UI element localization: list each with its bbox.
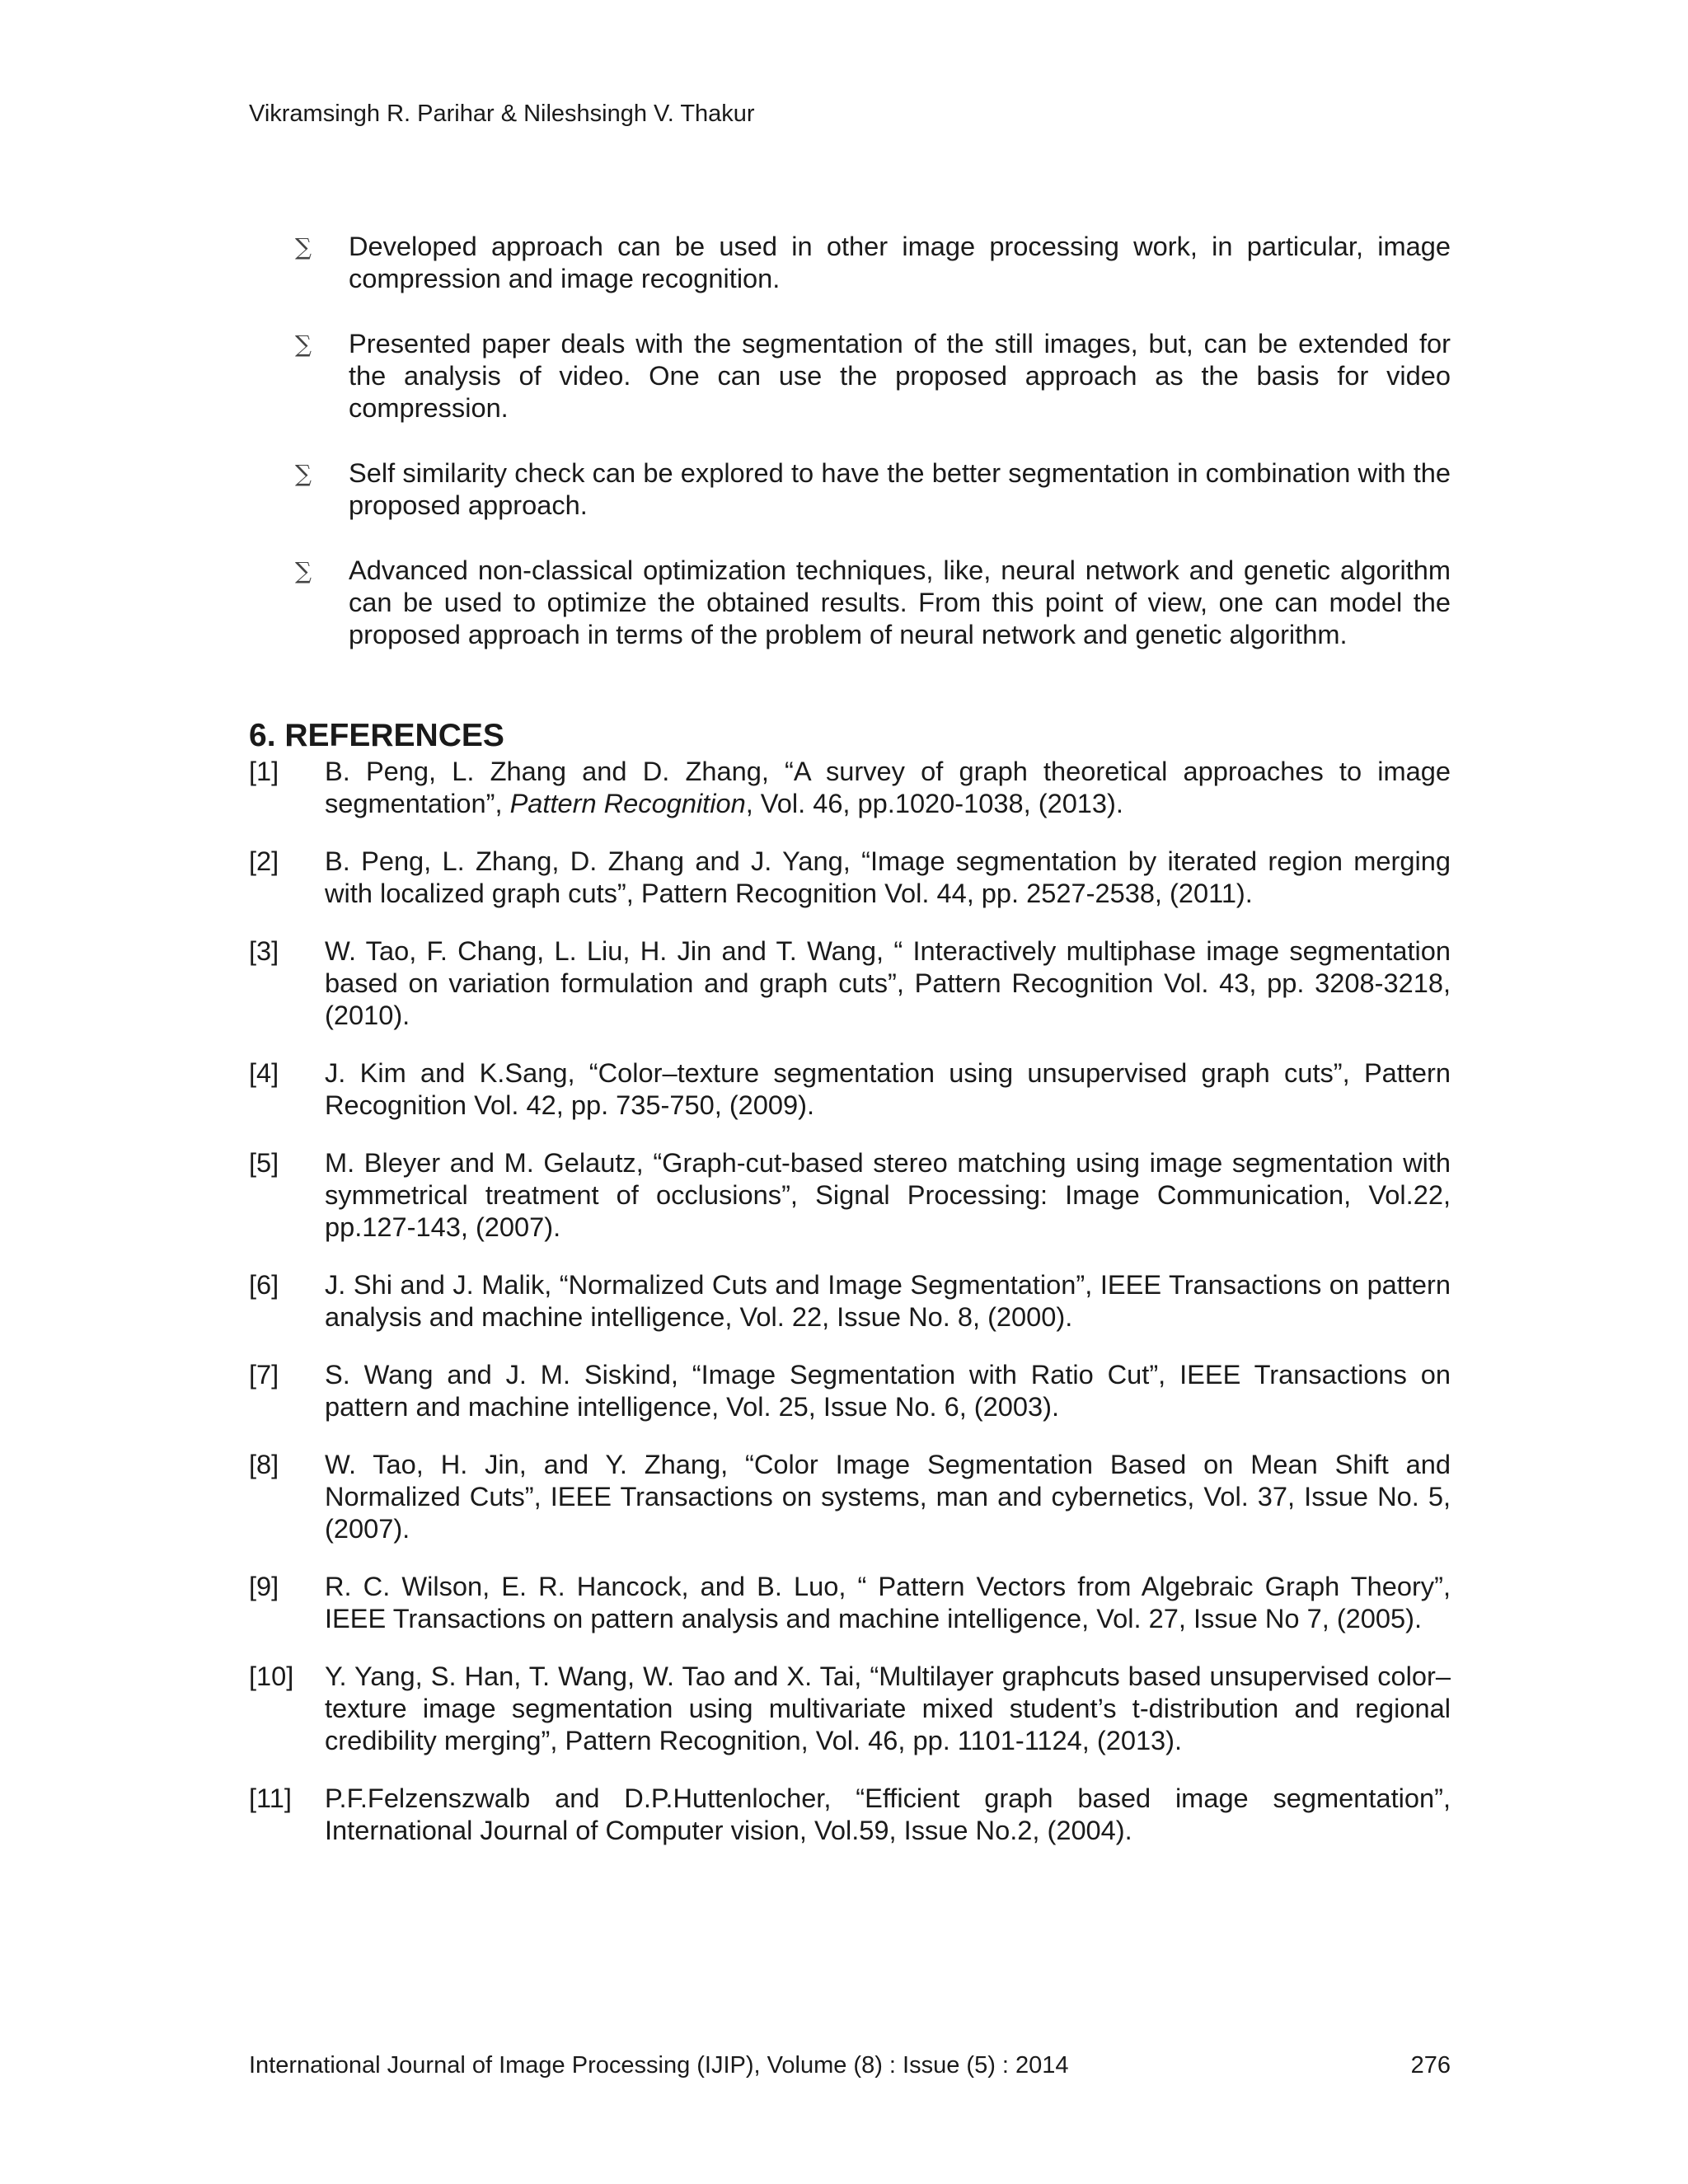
reference-item bbox=[249, 1358, 1451, 1422]
reference-item bbox=[249, 935, 1451, 1031]
reference-number: [11] bbox=[249, 1783, 292, 1813]
summation-bullet-icon: ∑ bbox=[295, 460, 312, 487]
future-work-bullet-list bbox=[295, 230, 1451, 683]
references-heading: 6. REFERENCES bbox=[249, 718, 504, 753]
bullet-text: Presented paper deals with the segmentation of the still images, but, can be extended for the analysis of video. One can use the proposed approach as the basis for video compression. bbox=[349, 328, 1451, 423]
page-number: 276 bbox=[1410, 2052, 1451, 2079]
reference-number: [8] bbox=[249, 1449, 279, 1479]
reference-text-part: , Vol. 46, pp.1020-1038, (2013). bbox=[745, 788, 1123, 818]
reference-text: W. Tao, H. Jin, and Y. Zhang, “Color Image Segmentation Based on Mean Shift and Normalized Cuts”, IEEE Transactions on systems, man and cybernetics, Vol. 37, Issue No. 5, (2007). bbox=[325, 1449, 1451, 1544]
bullet-item bbox=[295, 327, 1451, 424]
reference-item bbox=[249, 1448, 1451, 1544]
reference-text: Y. Yang, S. Han, T. Wang, W. Tao and X. Tai, “Multilayer graphcuts based unsupervised color–texture image segmentation using multivariate mixed student’s t-distribution and regional credibility merging”, Pattern Recognition, Vol. 46, pp. 1101-1124, (2013). bbox=[325, 1661, 1451, 1755]
bullet-text: Advanced non-classical optimization techniques, like, neural network and genetic algorithm can be used to optimize the obtained results. From this point of view, one can model the proposed approach in terms of the problem of neural network and genetic algorithm. bbox=[349, 555, 1451, 649]
reference-text: B. Peng, L. Zhang, D. Zhang and J. Yang, “Image segmentation by iterated region merging with localized graph cuts”, Pattern Recognition Vol. 44, pp. 2527-2538, (2011). bbox=[325, 846, 1451, 908]
reference-number: [2] bbox=[249, 846, 279, 876]
reference-text-part: B. Peng, L. Zhang and D. Zhang, “A survey of graph theoretical approaches to image segmentation”, bbox=[325, 756, 1451, 818]
reference-journal-italic: Pattern Recognition bbox=[509, 788, 746, 818]
reference-text: P.F.Felzenszwalb and D.P.Huttenlocher, “Efficient graph based image segmentation”, International Journal of Computer vision, Vol.59, Issue No.2, (2004). bbox=[325, 1783, 1451, 1845]
reference-text: R. C. Wilson, E. R. Hancock, and B. Luo, “ Pattern Vectors from Algebraic Graph Theory”, IEEE Transactions on pattern analysis and machine intelligence, Vol. 27, Issue No 7, (2005). bbox=[325, 1571, 1451, 1633]
reference-number: [5] bbox=[249, 1147, 279, 1178]
reference-list bbox=[249, 755, 1451, 1872]
bullet-item bbox=[295, 457, 1451, 521]
summation-bullet-icon: ∑ bbox=[295, 330, 312, 358]
reference-number: [6] bbox=[249, 1269, 279, 1300]
summation-bullet-icon: ∑ bbox=[295, 557, 312, 584]
bullet-text: Developed approach can be used in other image processing work, in particular, image compression and image recognition. bbox=[349, 231, 1451, 293]
reference-item bbox=[249, 755, 1451, 819]
reference-text: W. Tao, F. Chang, L. Liu, H. Jin and T. Wang, “ Interactively multiphase image segmentation based on variation formulation and graph cuts”, Pattern Recognition Vol. 43, pp. 3208-3218, (2010). bbox=[325, 935, 1451, 1030]
reference-item bbox=[249, 1146, 1451, 1243]
bullet-item bbox=[295, 554, 1451, 650]
reference-number: [9] bbox=[249, 1571, 279, 1601]
reference-number: [1] bbox=[249, 756, 279, 786]
footer-journal-info: International Journal of Image Processing (IJIP), Volume (8) : Issue (5) : 2014 bbox=[249, 2052, 1069, 2079]
reference-text: J. Shi and J. Malik, “Normalized Cuts and Image Segmentation”, IEEE Transactions on pattern analysis and machine intelligence, Vol. 22, Issue No. 8, (2000). bbox=[325, 1269, 1451, 1332]
reference-item bbox=[249, 1570, 1451, 1634]
reference-item bbox=[249, 845, 1451, 909]
reference-item bbox=[249, 1057, 1451, 1121]
reference-text: J. Kim and K.Sang, “Color–texture segmentation using unsupervised graph cuts”, Pattern Recognition Vol. 42, pp. 735-750, (2009). bbox=[325, 1057, 1451, 1120]
reference-item bbox=[249, 1660, 1451, 1756]
reference-text bbox=[325, 755, 1451, 819]
bullet-item bbox=[295, 230, 1451, 294]
reference-number: [10] bbox=[249, 1661, 294, 1691]
bullet-text: Self similarity check can be explored to have the better segmentation in combination with the proposed approach. bbox=[349, 457, 1451, 520]
summation-bullet-icon: ∑ bbox=[295, 233, 312, 260]
running-head-authors: Vikramsingh R. Parihar & Nileshsingh V. Thakur bbox=[249, 101, 755, 127]
reference-text: M. Bleyer and M. Gelautz, “Graph-cut-based stereo matching using image segmentation with symmetrical treatment of occlusions”, Signal Processing: Image Communication, Vol.22, pp.127-143, (2007). bbox=[325, 1147, 1451, 1242]
reference-number: [3] bbox=[249, 935, 279, 966]
reference-text: S. Wang and J. M. Siskind, “Image Segmentation with Ratio Cut”, IEEE Transactions on pattern and machine intelligence, Vol. 25, Issue No. 6, (2003). bbox=[325, 1359, 1451, 1422]
reference-number: [7] bbox=[249, 1359, 279, 1390]
reference-item bbox=[249, 1268, 1451, 1333]
reference-item bbox=[249, 1782, 1451, 1846]
reference-number: [4] bbox=[249, 1057, 279, 1088]
